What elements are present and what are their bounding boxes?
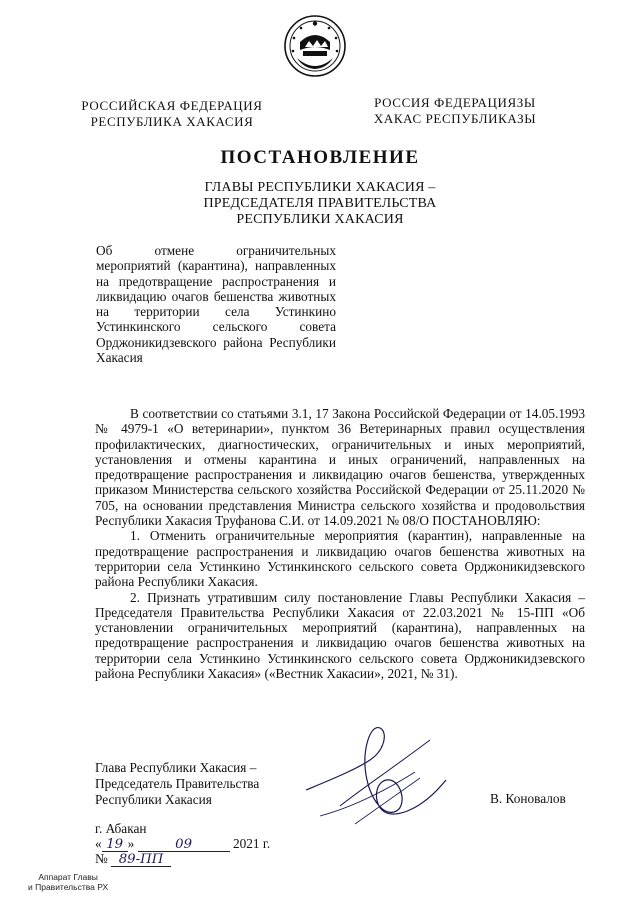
handwritten-signature <box>300 720 450 830</box>
header-left <box>72 98 272 130</box>
signatory-position <box>95 760 315 808</box>
document-body <box>95 406 585 681</box>
registry-stamp <box>28 872 108 892</box>
signatory-position-line-2: Председатель Правительства <box>95 776 260 791</box>
body-item-2: 2. Признать утратившим силу постановление Главы Республики Хакасия – Председателя Правительства Республики Хакасия от 22.03.2021 № 15-ПП «Об установлении ограничительных мероприятий (карантина), направленных на предотвращение распространения и ликвидацию очагов бешенства животных на территории села Устинкино Устинкинского сельского совета Орджоникидзевского района Республики Хакасия» («Вестник Хакасии», 2021, № 31). <box>95 589 585 682</box>
header-right-line-1: РОССИЯ ФЕДЕРАЦИЯЗЫ <box>374 95 536 110</box>
issuer-line-2: ПРЕДСЕДАТЕЛЯ ПРАВИТЕЛЬСТВА <box>203 196 437 211</box>
date-close-quote: » <box>127 836 135 851</box>
body-preamble: В соответствии со статьями 3.1, 17 Закона Российской Федерации от 14.05.1993 № 4979-1 «О ветеринарии», пунктом 36 Ветеринарных правил осуществления профилактических, диагностических, ограничительных и иных мероприятий, установления и отмены карантина и иных ограничений, направленных на предотвращение распространения и ликвидацию очагов бешенства, утвержденных приказом Министерства сельского хозяйства Российской Федерации от 25.11.2020 № 705, на основании представления Министра сельского хозяйства и продовольствия Республики Хакасия Труфанова С.И. от 14.09.2021 № 08/О ПОСТАНОВЛЯЮ: <box>95 406 585 529</box>
document-title: ПОСТАНОВЛЕНИЕ <box>220 147 420 168</box>
date-year: 2021 г. <box>232 836 271 851</box>
stamp-line-1: Аппарат Главы <box>38 872 98 882</box>
stamp-line-2: и Правительства РХ <box>28 882 109 892</box>
date-month: 09 <box>138 838 230 852</box>
signatory-position-line-3: Республики Хакасия <box>95 792 212 807</box>
date-open-quote: « <box>95 836 102 851</box>
header-right-line-2: ХАКАС РЕСПУБЛИКАЗЫ <box>373 111 537 126</box>
coat-of-arms-icon <box>283 14 347 78</box>
issuer-block <box>170 180 470 228</box>
issuer-line-3: РЕСПУБЛИКИ ХАКАСИЯ <box>236 212 404 227</box>
header-left-line-1: РОССИЙСКАЯ ФЕДЕРАЦИЯ <box>81 98 263 113</box>
issuer-line-1: ГЛАВЫ РЕСПУБЛИКИ ХАКАСИЯ – <box>204 180 436 195</box>
date-day: 19 <box>102 838 128 852</box>
header-right <box>355 95 555 127</box>
header-left-line-2: РЕСПУБЛИКА ХАКАСИЯ <box>90 114 254 129</box>
place-of-signing: г. Абакан <box>95 821 147 836</box>
number-value: 89-ПП <box>111 853 171 867</box>
signatory-name: В. Коновалов <box>490 791 566 806</box>
number-sign: № <box>95 851 108 866</box>
document-number <box>95 851 171 867</box>
document-subject: Об отмене ограничительных мероприятий (карантина), направленных на предотвращение распространения и ликвидацию очагов бешенства животных на территории села Устинкино Устинкинского сельского совета Орджоникидзевского района Республики Хакасия <box>96 243 336 366</box>
body-item-1: 1. Отменить ограничительные мероприятия (карантин), направленные на предотвращение распространения и ликвидацию очагов бешенства животных на территории села Устинкино Устинкинского сельского совета Орджоникидзевского района Республики Хакасия. <box>95 528 585 590</box>
signatory-position-line-1: Глава Республики Хакасия – <box>95 760 257 775</box>
document-date <box>95 836 270 852</box>
